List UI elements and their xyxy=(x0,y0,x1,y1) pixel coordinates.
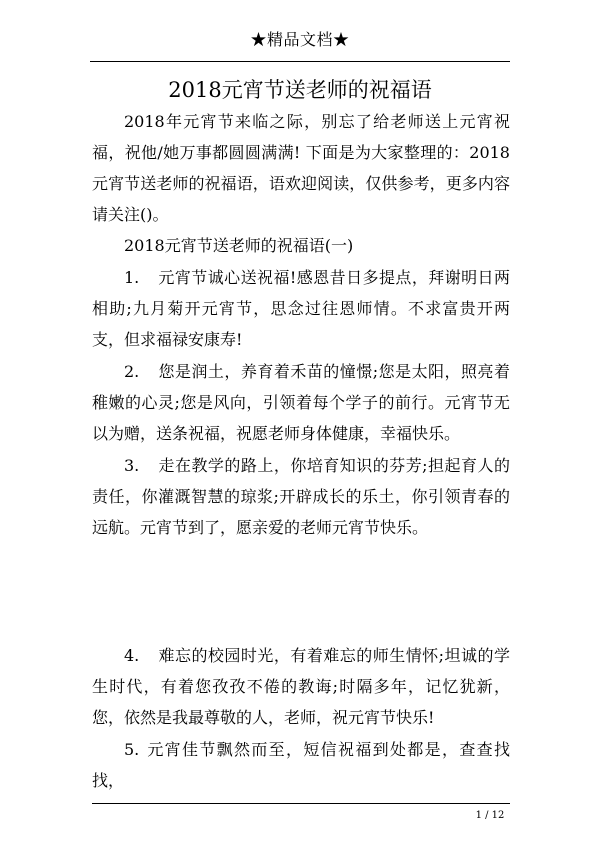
header-divider xyxy=(90,61,510,62)
footer-divider xyxy=(92,803,510,804)
list-item-3 xyxy=(92,450,510,543)
list-item-5 xyxy=(92,734,510,796)
list-item-4 xyxy=(92,640,510,733)
list-item-text: 元宵佳节飘然而至，短信祝福到处都是，查查找找， xyxy=(92,740,510,790)
document-title: 2018元宵节送老师的祝福语 xyxy=(168,78,432,102)
list-item-2 xyxy=(92,356,510,449)
section-heading: 2018元宵节送老师的祝福语(一) xyxy=(124,236,354,255)
page-number: 1 / 12 xyxy=(475,810,505,821)
list-item-number: 2. xyxy=(124,362,140,381)
list-item-1 xyxy=(92,262,510,355)
list-item-text: 走在教学的路上，你培育知识的芬芳;担起育人的责任，你灌溉智慧的琼浆;开辟成长的乐土，你引领青春的远航。元宵节到了，愿亲爱的老师元宵节快乐。 xyxy=(92,456,510,537)
list-item-text: 元宵节诚心送祝福!感恩昔日多提点，拜谢明日两相助;九月菊开元宵节，思念过往恩师情。不求富贵开两支，但求福禄安康寿! xyxy=(92,268,510,349)
page-header: ★精品文档★ xyxy=(250,30,350,49)
list-item-text: 难忘的校园时光，有着难忘的师生情怀;坦诚的学生时代，有着您孜孜不倦的教诲;时隔多年，记忆犹新，您，依然是我最尊敬的人，老师，祝元宵节快乐! xyxy=(92,646,510,727)
list-item-number: 5. xyxy=(124,740,140,759)
list-item-number: 1. xyxy=(124,268,140,287)
list-item-number: 4. xyxy=(124,646,140,665)
list-item-text: 您是润土，养育着禾苗的憧憬;您是太阳，照亮着稚嫩的心灵;您是风向，引领着每个学子的前行。元宵节无以为赠，送条祝福，祝愿老师身体健康，幸福快乐。 xyxy=(92,362,510,443)
list-item-number: 3. xyxy=(124,456,140,475)
intro-paragraph: 2018年元宵节来临之际，别忘了给老师送上元宵祝福，祝他/她万事都圆圆满满! 下面是为大家整理的：2018元宵节送老师的祝福语，语欢迎阅读，仅供参考，更多内容请关注()。 xyxy=(92,112,510,224)
